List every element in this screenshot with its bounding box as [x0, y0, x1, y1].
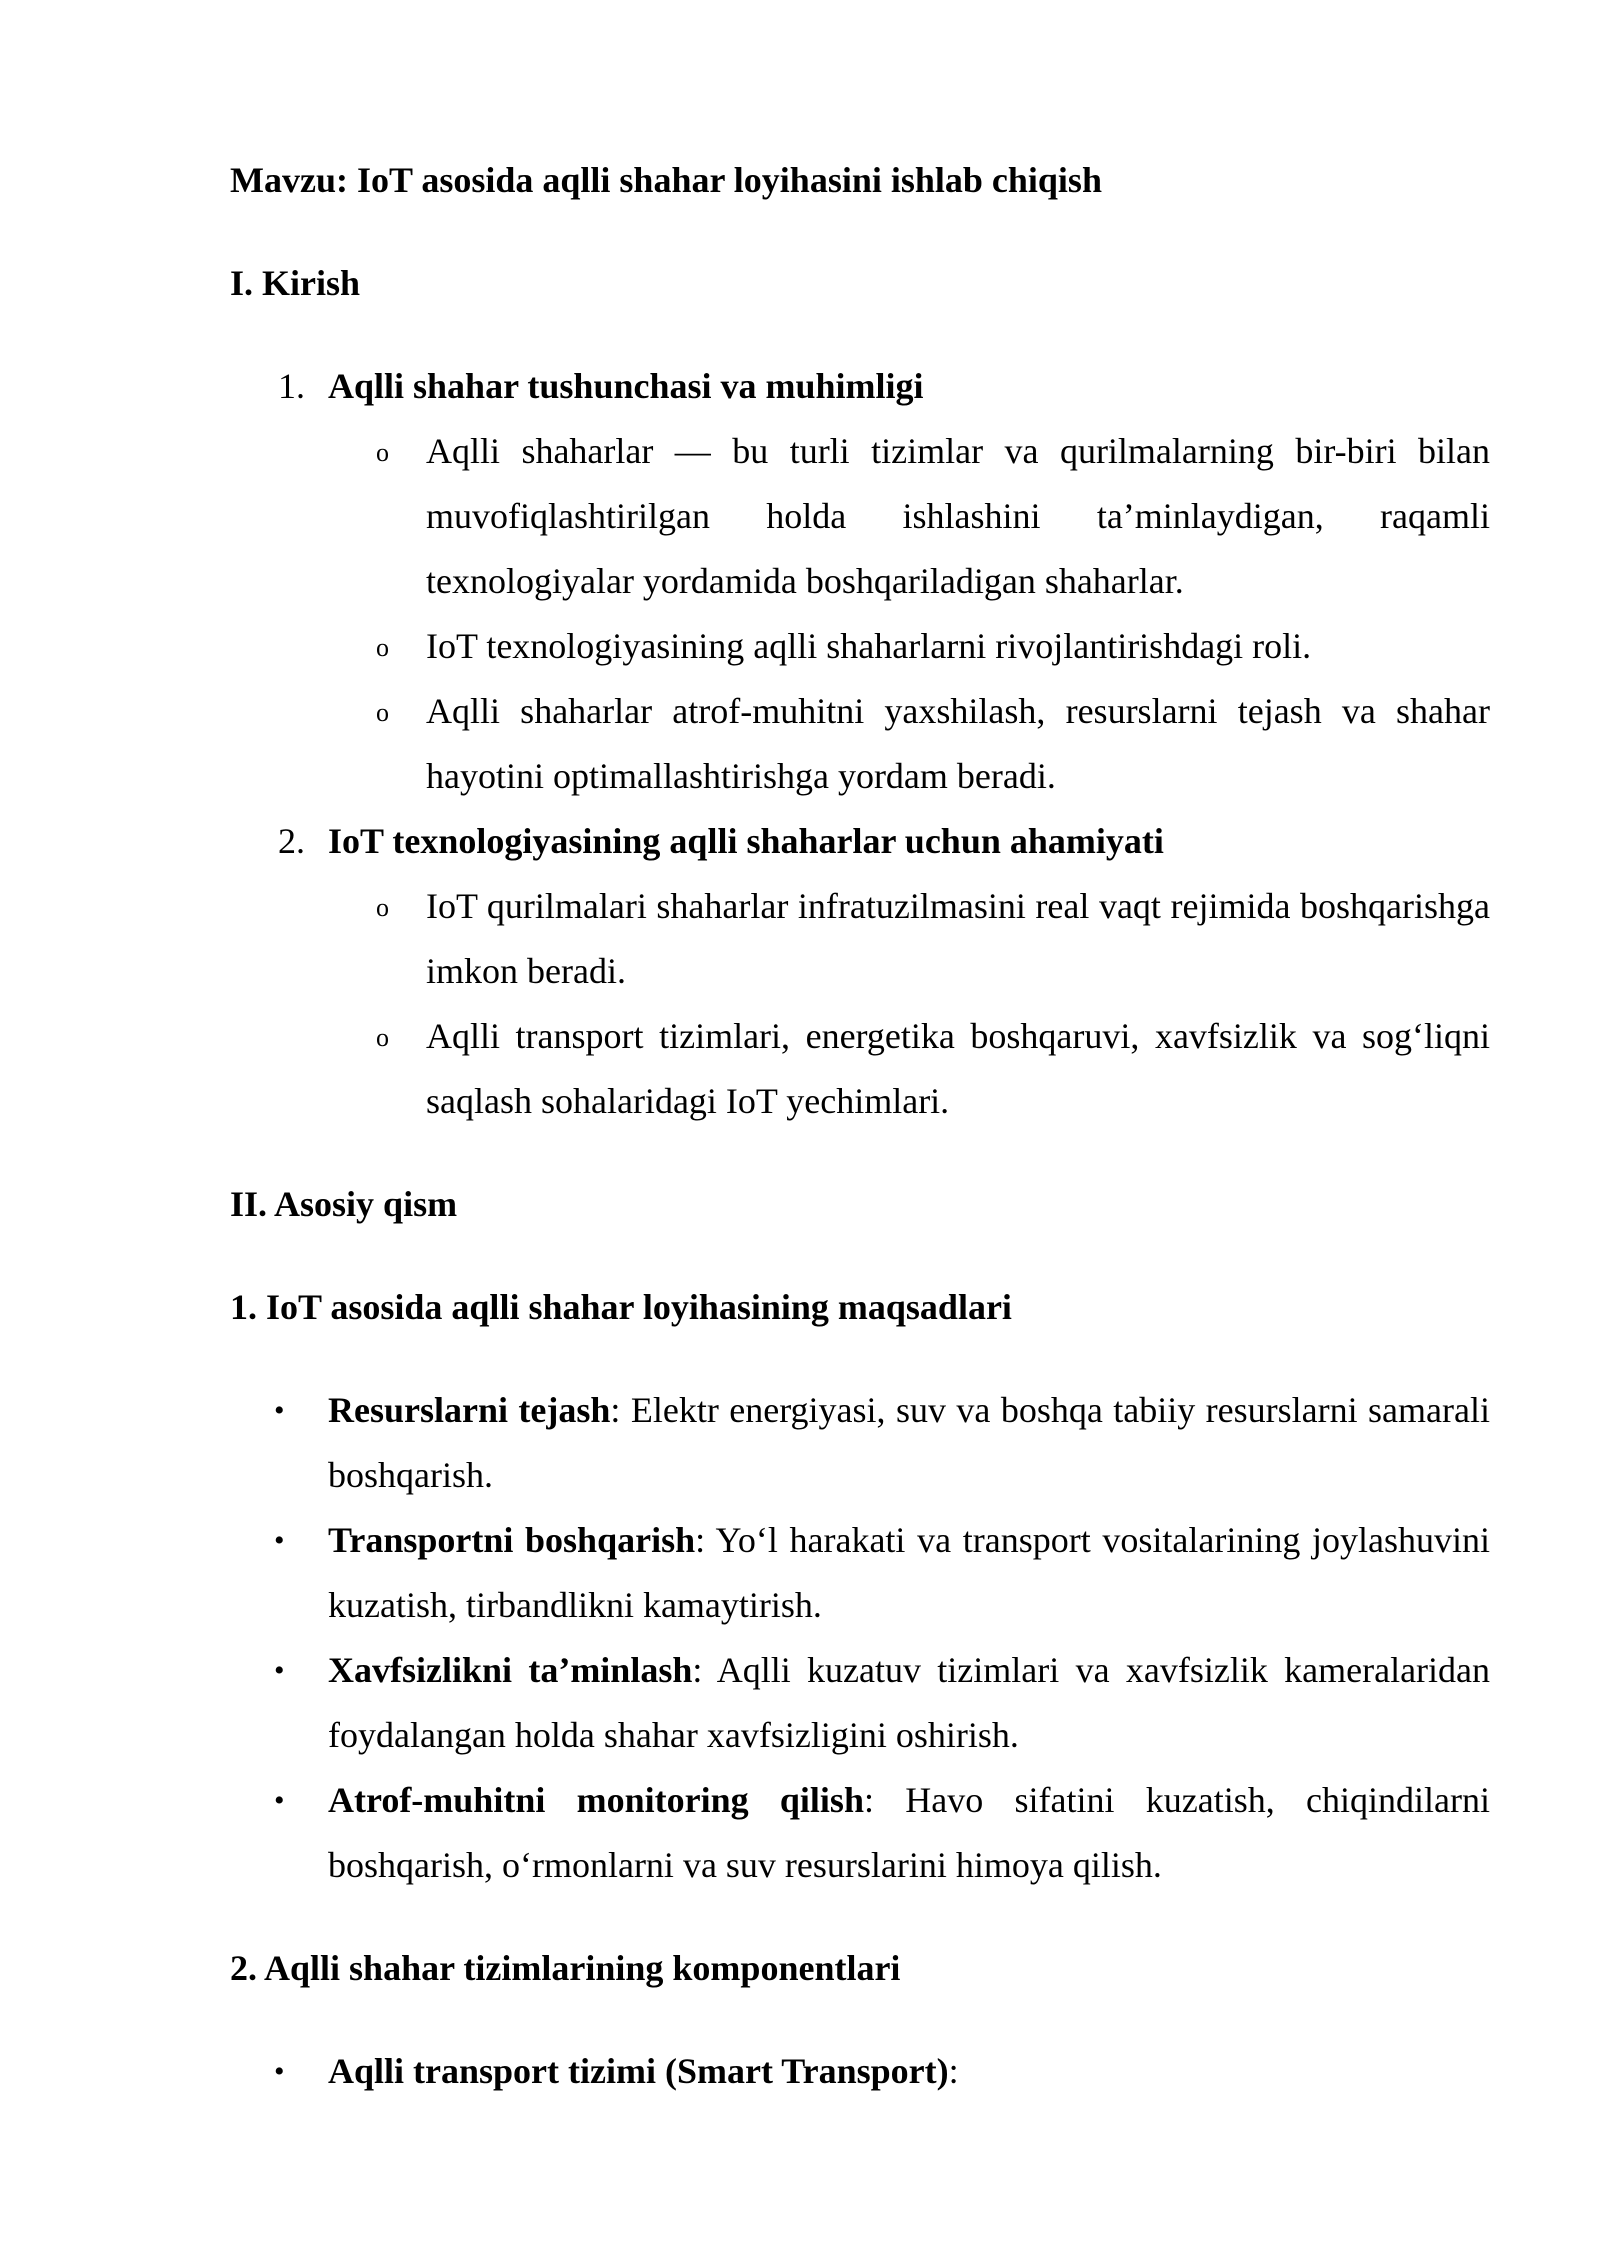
bullet-item — [230, 1378, 1490, 1508]
section-heading-asosiy-qism: II. Asosiy qism — [230, 1184, 458, 1224]
bullet-text: : Havo sifatini kuzatish, chiqindilarni boshqarish, o‘rmonlarni va suv resurslarini himoya qilish. — [328, 1780, 1490, 1885]
bullet-item — [230, 2039, 1490, 2104]
subsection-heading-maqsadlar: 1. IoT asosida aqlli shahar loyihasining maqsadlari — [230, 1287, 1012, 1327]
list-number: 1. — [278, 366, 305, 406]
bullet-term: Transportni boshqarish — [328, 1520, 696, 1560]
sub-item-text: Aqlli transport tizimlari, energetika boshqaruvi, xavfsizlik va sog‘liqni saqlash sohalaridagi IoT yechimlari. — [426, 1016, 1490, 1121]
bullet-icon: • — [274, 1524, 285, 1557]
sub-item-text: IoT texnologiyasining aqlli shaharlarni rivojlantirishdagi roli. — [426, 626, 1312, 666]
sub-list — [328, 419, 1490, 809]
sub-list-item — [328, 874, 1490, 1004]
circle-bullet-icon: o — [376, 438, 389, 467]
subsection-heading-komponentlar: 2. Aqlli shahar tizimlarining komponentlari — [230, 1948, 901, 1988]
circle-bullet-icon: o — [376, 893, 389, 922]
sub-item-text: Aqlli shaharlar — bu turli tizimlar va qurilmalarning bir-biri bilan muvofiqlashtirilgan holda ishlashini ta’minlaydigan, raqamli texnologiyalar yordamida boshqariladigan shaharlar. — [426, 431, 1490, 601]
bullet-text: : — [948, 2051, 959, 2091]
bullet-term: Atrof-muhitni monitoring qilish — [328, 1780, 864, 1820]
bullet-term: Resurslarni tejash — [328, 1390, 611, 1430]
bullet-icon: • — [274, 2055, 285, 2088]
circle-bullet-icon: o — [376, 1023, 389, 1052]
section-heading-kirish: I. Kirish — [230, 263, 361, 303]
sub-list-item — [328, 679, 1490, 809]
bullet-term: Xavfsizlikni ta’minlash — [328, 1650, 693, 1690]
bullet-text: : Aqlli kuzatuv tizimlari va xavfsizlik kameralaridan foydalangan holda shahar xavfsizligini oshirish. — [328, 1650, 1491, 1755]
numbered-item — [230, 354, 1490, 809]
bullet-item — [230, 1508, 1490, 1638]
bullet-icon: • — [274, 1654, 285, 1687]
goals-bullet-list — [230, 1378, 1490, 1898]
numbered-item — [230, 809, 1490, 1134]
sub-item-text: Aqlli shaharlar atrof-muhitni yaxshilash, resurslarni tejash va shahar hayotini optimallashtirishga yordam beradi. — [426, 691, 1490, 796]
list-number: 2. — [278, 821, 305, 861]
bullet-text: : Elektr energiyasi, suv va boshqa tabiiy resurslarni samarali boshqarish. — [328, 1390, 1490, 1495]
numbered-item-title: Aqlli shahar tushunchasi va muhimligi — [328, 366, 924, 406]
circle-bullet-icon: o — [376, 633, 389, 662]
sub-list-item — [328, 1004, 1490, 1134]
bullet-icon: • — [274, 1394, 285, 1427]
document-title: Mavzu: IoT asosida aqlli shahar loyihasini ishlab chiqish — [230, 160, 1102, 200]
bullet-term: Aqlli transport tizimi (Smart Transport) — [328, 2051, 949, 2091]
bullet-item — [230, 1638, 1490, 1768]
sub-list-item — [328, 419, 1490, 614]
intro-numbered-list — [230, 354, 1490, 1134]
numbered-item-title: IoT texnologiyasining aqlli shaharlar uchun ahamiyati — [328, 821, 1164, 861]
sub-item-text: IoT qurilmalari shaharlar infratuzilmasini real vaqt rejimida boshqarishga imkon beradi. — [426, 886, 1490, 991]
bullet-icon: • — [274, 1784, 285, 1817]
bullet-text: : Yo‘l harakati va transport vositalarining joylashuvini kuzatish, tirbandlikni kamaytirish. — [328, 1520, 1491, 1625]
circle-bullet-icon: o — [376, 698, 389, 727]
sub-list-item — [328, 614, 1490, 679]
bullet-item — [230, 1768, 1490, 1898]
components-bullet-list — [230, 2039, 1490, 2104]
sub-list — [328, 874, 1490, 1134]
